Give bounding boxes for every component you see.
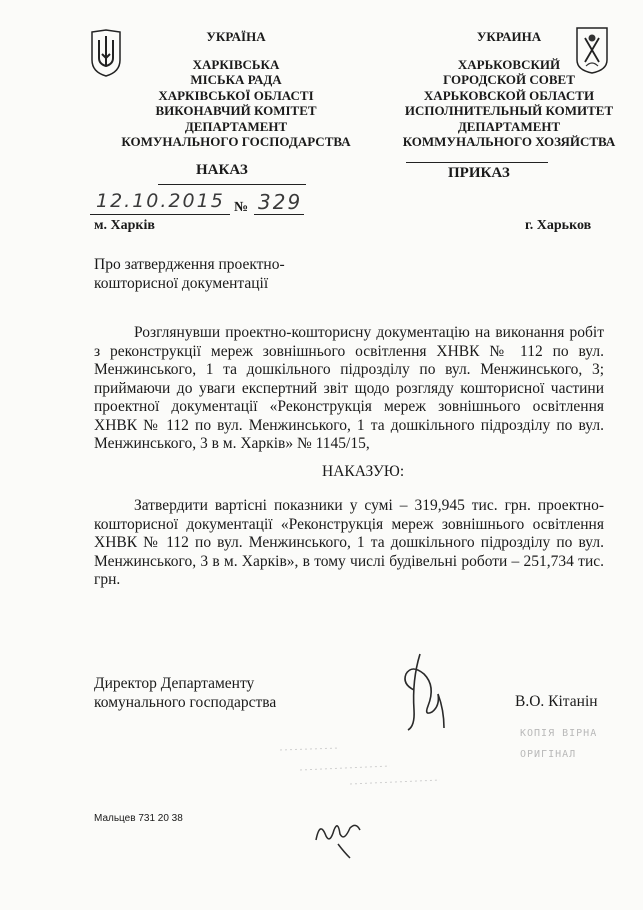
institution-line: ХАРЬКОВСКИЙ: [457, 56, 561, 72]
handwritten-signature: [398, 650, 450, 732]
doc-type-ua: НАКАЗ: [196, 162, 248, 178]
copy-stamp: [520, 728, 630, 760]
header-left: [106, 29, 366, 150]
preamble-paragraph: Розглянувши проектно-кошторисну документацію на виконання робіт з реконструкції мереж зовнішнього освітлення ХНВК № 112 по вул. Менжинського, 1 та дошкільного підрозділу по вул. Менжинського, 3; приймаючи до уваги експертний звіт щодо розгляду кошторисної частини проектної документації «Реконструкція мереж зовнішнього освітлення ХНВК № 112 по вул. Менжинського, 1 та дошкільного підрозділу по вул. Менжинського, 3 в м. Харків» № 1145/15,: [94, 324, 604, 452]
doc-type-ru: ПРИКАЗ: [448, 165, 510, 181]
executor-contact: Мальцев 731 20 38: [94, 813, 183, 824]
signatory-title-line: комунального господарства: [94, 694, 277, 711]
operative-paragraph: Затвердити вартісні показники у сумі – 319,945 тис. грн. проектно-кошторисної документації «Реконструкція мереж зовнішнього освітлення ХНВК № 112 по вул. Менжинського, 1 та дошкільного підрозділу по вул. Менжинського, 3 в м. Харків», в тому числі будівельні роботи – 251,734 тис. грн.: [94, 497, 604, 588]
doc-type-ru-underline: [406, 162, 548, 163]
subject-line: Про затвердження проектно-: [94, 256, 285, 273]
city-ru: г. Харьков: [525, 218, 592, 233]
city-ua: м. Харків: [94, 218, 155, 233]
institution-line: ГОРОДСКОЙ СОВЕТ: [443, 72, 575, 87]
stamp-line: КОПІЯ ВІРНА: [520, 728, 598, 739]
signatory-title-line: Директор Департаменту: [94, 675, 255, 692]
signatory-title: [94, 674, 276, 712]
header-right: [384, 29, 634, 150]
country-name-ru: УКРАИНА: [476, 29, 542, 44]
order-number-line: [254, 214, 304, 215]
order-subject: [94, 256, 285, 293]
institution-line: ХАРЬКОВСКОЙ ОБЛАСТИ: [423, 87, 595, 103]
institution-line: ДЕПАРТАМЕНТ: [457, 118, 561, 134]
institution-line: КОММУНАЛЬНОГО ХОЗЯЙСТВА: [402, 134, 616, 149]
order-number-sign: №: [234, 200, 249, 215]
doc-type-ua-underline: [158, 184, 306, 185]
order-date: 12.10.2015: [96, 190, 225, 212]
subject-line: кошторисної документації: [94, 274, 269, 292]
signatory-name: В.О. Кітанін: [515, 693, 598, 710]
institution-line: ХАРКІВСЬКА: [192, 56, 280, 72]
institution-line: ДЕПАРТАМЕНТ: [184, 118, 288, 134]
institution-line: ХАРКІВСЬКОЇ ОБЛАСТІ: [158, 87, 314, 103]
order-number: 329: [258, 190, 303, 214]
approval-signature: [310, 800, 370, 860]
institution-line: МІСЬКА РАДА: [190, 72, 282, 87]
institution-line: ВИКОНАВЧИЙ КОМІТЕТ: [155, 103, 317, 118]
stamp-line: ОРИГІНАЛ: [520, 749, 577, 760]
order-word: НАКАЗУЮ:: [322, 463, 405, 480]
institution-line: ИСПОЛНИТЕЛЬНЫЙ КОМИТЕТ: [404, 103, 614, 118]
order-date-line: [90, 214, 230, 215]
country-name-ua: УКРАЇНА: [206, 29, 266, 44]
faint-stamp-marks: [270, 740, 470, 790]
institution-line: КОМУНАЛЬНОГО ГОСПОДАРСТВА: [121, 134, 351, 149]
